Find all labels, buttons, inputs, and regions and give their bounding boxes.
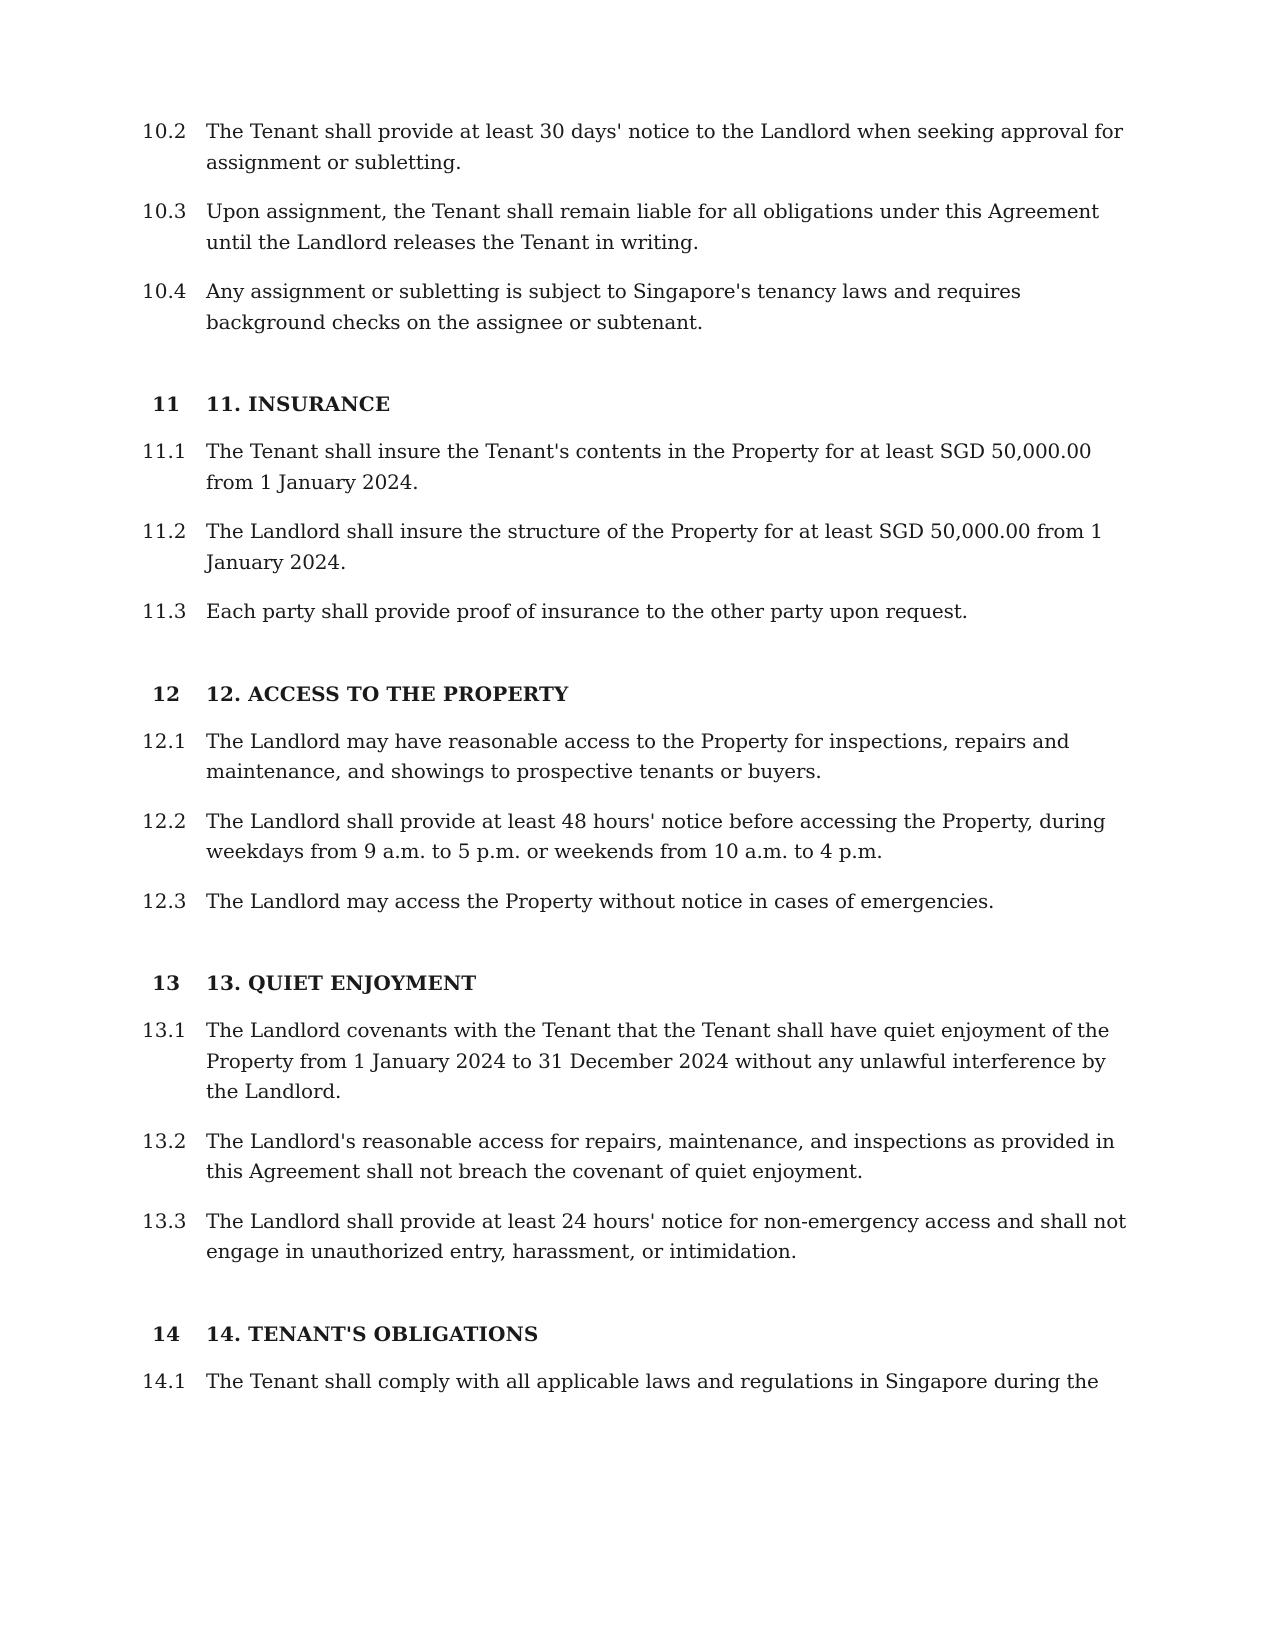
clause-12-1 xyxy=(142,726,1132,787)
section-10-continued xyxy=(142,116,1132,337)
clause-number: 10.4 xyxy=(142,279,187,303)
clause-number: 13.1 xyxy=(142,1018,187,1042)
clause-text: The Tenant shall insure the Tenant's contents in the Property for at least SGD 50,000.00 from 1 January 2024. xyxy=(206,439,1092,494)
clause-number: 12.1 xyxy=(142,728,187,753)
clause-number: 12.2 xyxy=(142,808,187,833)
clause-number: 13.3 xyxy=(142,1208,187,1233)
section-title: 13. QUIET ENJOYMENT xyxy=(206,971,477,995)
section-title: 12. ACCESS TO THE PROPERTY xyxy=(206,681,569,706)
clause-text: The Tenant shall provide at least 30 days' notice to the Landlord when seeking approval for assignment or subletting. xyxy=(206,119,1123,174)
document-body xyxy=(142,116,1132,1396)
clause-text: The Landlord shall provide at least 24 hours' notice for non-emergency access and shall not engage in unauthorized entry, harassment, or intimidation. xyxy=(206,1208,1126,1263)
clause-13-3 xyxy=(142,1206,1132,1267)
section-number: 11 xyxy=(152,392,180,416)
clause-11-2 xyxy=(142,516,1132,577)
clause-text: Any assignment or subletting is subject to Singapore's tenancy laws and requires background checks on the assignee or subtenant. xyxy=(206,279,1021,334)
clause-text: Upon assignment, the Tenant shall remain liable for all obligations under this Agreement until the Landlord releases the Tenant in writing. xyxy=(206,199,1099,254)
section-heading xyxy=(142,679,1132,709)
section-title: 14. TENANT'S OBLIGATIONS xyxy=(206,1321,539,1346)
section-number: 12 xyxy=(152,681,180,706)
clause-text: The Landlord covenants with the Tenant that the Tenant shall have quiet enjoyment of the Property from 1 January 2024 to 31 December 2024 without any unlawful interference by the Landlord. xyxy=(206,1018,1110,1103)
clause-14-1 xyxy=(142,1366,1132,1397)
section-14-tenant-obligations xyxy=(142,1319,1132,1397)
clause-number: 11.1 xyxy=(142,439,187,463)
section-13-quiet-enjoyment xyxy=(142,968,1132,1267)
clause-number: 12.3 xyxy=(142,888,187,913)
clause-text: The Tenant shall comply with all applicable laws and regulations in Singapore during the xyxy=(206,1368,1099,1393)
clause-text: Each party shall provide proof of insurance to the other party upon request. xyxy=(206,599,968,623)
clause-number: 10.3 xyxy=(142,199,187,223)
clause-text: The Landlord shall provide at least 48 hours' notice before accessing the Property, during weekdays from 9 a.m. to 5 p.m. or weekends from 10 a.m. to 4 p.m. xyxy=(206,808,1106,863)
section-number: 13 xyxy=(152,971,180,995)
section-12-access xyxy=(142,679,1132,917)
section-11-insurance xyxy=(142,389,1132,627)
clause-10-2 xyxy=(142,116,1132,177)
clause-text: The Landlord's reasonable access for repairs, maintenance, and inspections as provided in this Agreement shall not breach the covenant of quiet enjoyment. xyxy=(206,1128,1115,1183)
section-number: 14 xyxy=(152,1321,180,1346)
clause-12-2 xyxy=(142,806,1132,867)
clause-text: The Landlord may access the Property without notice in cases of emergencies. xyxy=(206,888,995,913)
section-heading xyxy=(142,1319,1132,1349)
clause-text: The Landlord may have reasonable access to the Property for inspections, repairs and maintenance, and showings to prospective tenants or buyers. xyxy=(206,728,1070,783)
clause-number: 13.2 xyxy=(142,1128,187,1153)
clause-10-3 xyxy=(142,196,1132,257)
section-title: 11. INSURANCE xyxy=(206,392,391,416)
clause-11-1 xyxy=(142,436,1132,497)
clause-number: 11.2 xyxy=(142,519,187,543)
clause-13-2 xyxy=(142,1126,1132,1187)
clause-number: 10.2 xyxy=(142,119,187,143)
clause-number: 11.3 xyxy=(142,599,187,623)
section-heading xyxy=(142,389,1132,419)
clause-number: 14.1 xyxy=(142,1368,187,1393)
clause-10-4 xyxy=(142,276,1132,337)
clause-text: The Landlord shall insure the structure of the Property for at least SGD 50,000.00 from 1 January 2024. xyxy=(206,519,1103,574)
clause-12-3 xyxy=(142,886,1132,917)
clause-13-1 xyxy=(142,1015,1132,1107)
clause-11-3 xyxy=(142,596,1132,627)
section-heading xyxy=(142,968,1132,998)
